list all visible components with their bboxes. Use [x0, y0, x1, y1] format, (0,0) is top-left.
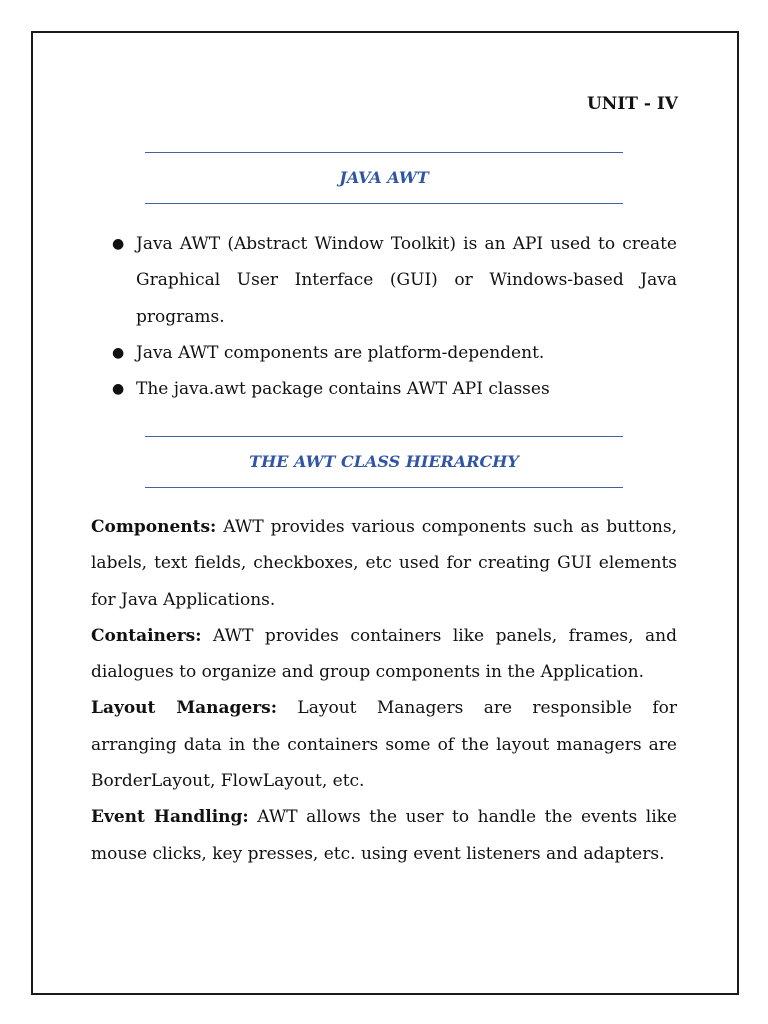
unit-label: UNIT - IV: [586, 94, 678, 114]
bullet-text: Java AWT components are platform-dependent.: [136, 342, 545, 363]
section-title: JAVA AWT: [339, 168, 429, 187]
bullet-item: [110, 226, 677, 335]
bullet-item: [110, 335, 677, 371]
paragraph-term: Components:: [91, 517, 217, 537]
paragraph-term: Containers:: [91, 625, 202, 646]
bullet-list: [110, 226, 677, 407]
section-heading-awt-class-hierarchy: [145, 436, 623, 488]
paragraph-components: [91, 509, 677, 618]
bullet-item: [110, 371, 677, 407]
bullet-text: Java AWT (Abstract Window Toolkit) is an API used to create Graphical User Interface (GUI) or Windows-based Java programs.: [136, 234, 677, 327]
paragraph-term: Event Handling:: [91, 807, 249, 828]
bullet-text: The java.awt package contains AWT API classes: [136, 379, 550, 400]
paragraph-text: AWT provides various components such as buttons, labels, text fields, checkboxes, etc used for creating GUI elements for Java Applications.: [91, 517, 677, 610]
paragraph-containers: [91, 618, 677, 691]
paragraph-layout-managers: [91, 690, 677, 799]
heading-bottom-rule: [145, 487, 623, 488]
bullet-icon: ●: [112, 236, 125, 252]
paragraph-event-handling: [91, 799, 677, 872]
bullet-icon: ●: [112, 344, 125, 361]
paragraph-text: Layout Managers are responsible for arranging data in the containers some of the layout managers are BorderLayout, FlowLayout, etc.: [91, 698, 677, 792]
hierarchy-description: [91, 509, 677, 872]
paragraph-term: Layout Managers:: [91, 698, 278, 719]
paragraph-text: AWT provides containers like panels, frames, and dialogues to organize and group components in the Application.: [91, 625, 677, 683]
section-title: THE AWT CLASS HIERARCHY: [249, 452, 519, 471]
heading-bottom-rule: [145, 203, 623, 204]
paragraph-text: AWT allows the user to handle the events like mouse clicks, key presses, etc. using event listeners and adapters.: [91, 807, 677, 864]
bullet-icon: ●: [112, 381, 125, 398]
section-heading-java-awt: [145, 152, 623, 204]
